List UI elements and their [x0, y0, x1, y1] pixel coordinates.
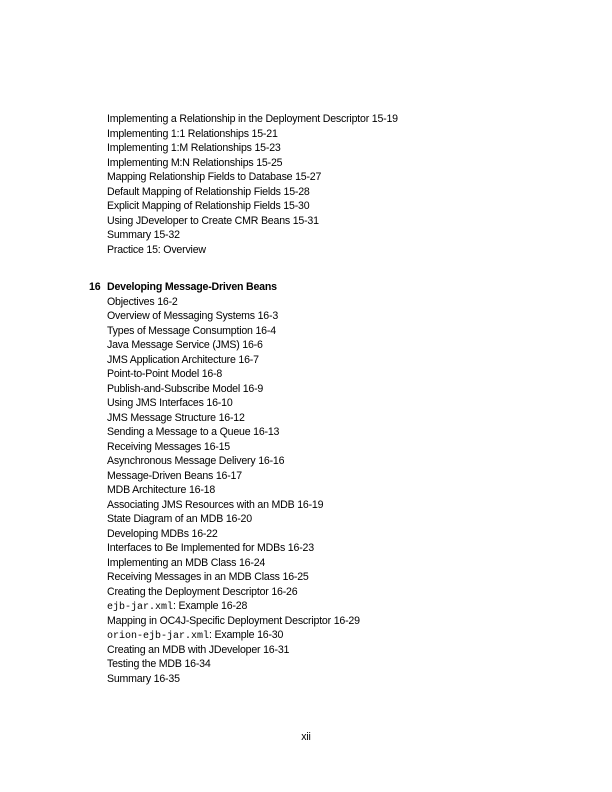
page-number: xii	[301, 731, 311, 743]
toc-entry: Asynchronous Message Delivery 16-16	[107, 455, 285, 467]
toc-entry: Using JMS Interfaces 16-10	[107, 397, 233, 409]
toc-entry	[107, 628, 283, 642]
toc-entry: Summary 16-35	[107, 672, 180, 685]
toc-entry: Publish-and-Subscribe Model 16-9	[107, 382, 264, 395]
toc-entry: Implementing 1:1 Relationships 15-21	[107, 127, 278, 140]
toc-entry: Practice 15: Overview	[107, 243, 206, 256]
chapter-title: Developing Message-Driven Beans	[107, 281, 277, 293]
toc-entry: Point-to-Point Model 16-8	[107, 368, 223, 380]
toc-entry: Testing the MDB 16-34	[107, 658, 211, 670]
toc-entry: Types of Message Consumption 16-4	[107, 324, 276, 337]
toc-entry: Creating an MDB with JDeveloper 16-31	[107, 643, 290, 656]
toc-entry: Mapping in OC4J-Specific Deployment Descriptor 16-29	[107, 614, 360, 627]
toc-entry: Implementing 1:M Relationships 15-23	[107, 142, 281, 154]
code-filename: ejb-jar.xml	[107, 602, 174, 613]
toc-entry: Mapping Relationship Fields to Database 15-27	[107, 171, 322, 183]
toc-entry: Implementing M:N Relationships 15-25	[107, 156, 283, 169]
toc-entry-text: : Example 16-28	[173, 600, 248, 612]
toc-entry: JMS Application Architecture 16-7	[107, 353, 259, 366]
toc-entry: JMS Message Structure 16-12	[107, 411, 245, 424]
toc-entry: Sending a Message to a Queue 16-13	[107, 426, 280, 438]
chapter-number: 16	[89, 281, 101, 293]
toc-entry: Interfaces to Be Implemented for MDBs 16-23	[107, 542, 314, 554]
toc-entry: Developing MDBs 16-22	[107, 527, 218, 540]
toc-entry: Receiving Messages in an MDB Class 16-25	[107, 571, 309, 583]
toc-entry-text: : Example 16-30	[209, 629, 284, 641]
toc-entry: Associating JMS Resources with an MDB 16-19	[107, 498, 324, 511]
toc-entry: Java Message Service (JMS) 16-6	[107, 339, 263, 351]
toc-entry: Objectives 16-2	[107, 295, 178, 308]
toc-entry: Receiving Messages 16-15	[107, 440, 230, 453]
toc-entry: Overview of Messaging Systems 16-3	[107, 310, 279, 322]
toc-entry: Message-Driven Beans 16-17	[107, 469, 242, 482]
toc-entry: MDB Architecture 16-18	[107, 484, 216, 496]
toc-entry: Default Mapping of Relationship Fields 15-28	[107, 185, 310, 198]
toc-entry: Explicit Mapping of Relationship Fields 15-30	[107, 200, 310, 212]
toc-entry: Using JDeveloper to Create CMR Beans 15-31	[107, 214, 319, 227]
toc-entry: Implementing a Relationship in the Deployment Descriptor 15-19	[107, 113, 398, 125]
toc-entry	[107, 599, 247, 613]
chapter-heading	[89, 280, 277, 294]
toc-entry: Summary 15-32	[107, 229, 180, 241]
toc-entry: Creating the Deployment Descriptor 16-26	[107, 585, 298, 598]
code-filename: orion-ejb-jar.xml	[107, 631, 210, 642]
toc-entry: Implementing an MDB Class 16-24	[107, 556, 266, 569]
toc-entry: State Diagram of an MDB 16-20	[107, 513, 252, 525]
